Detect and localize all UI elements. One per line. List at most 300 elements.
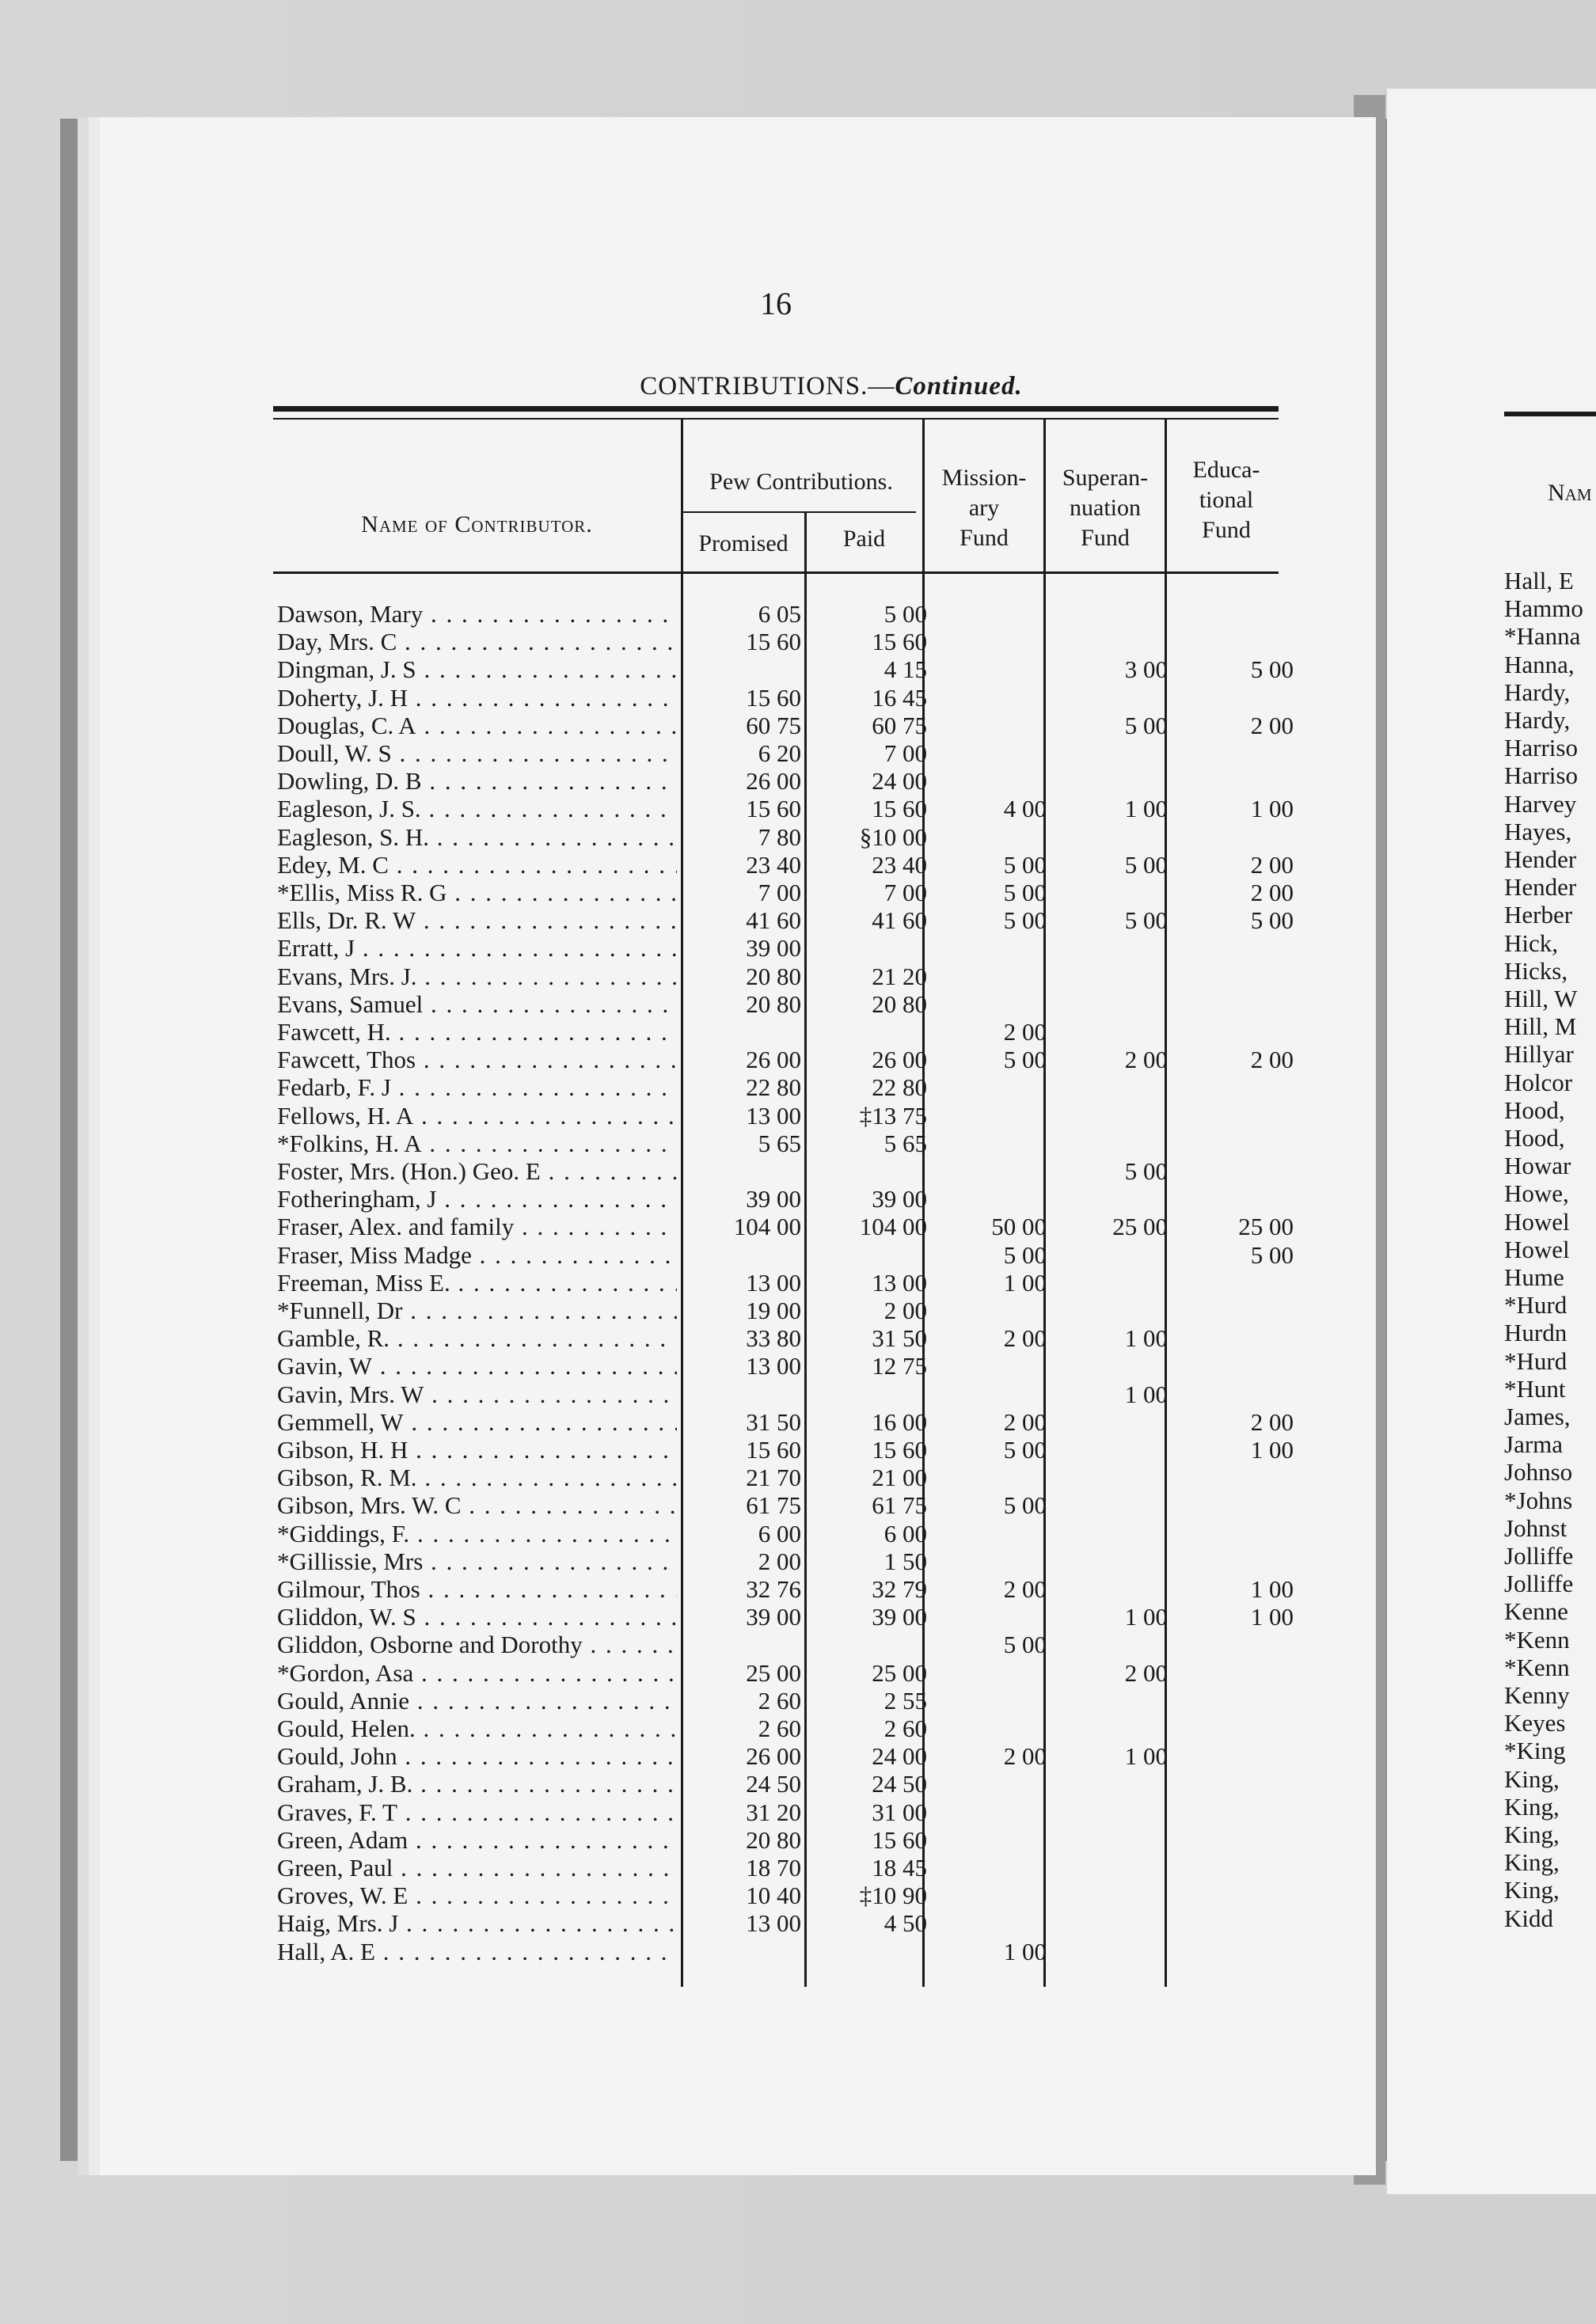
contributor-name: Evans, Mrs. J. . . . <box>277 963 677 991</box>
header-educational-fund <box>1167 455 1286 545</box>
promised-amount: 5 65 <box>758 1129 801 1157</box>
paid-amount: 2 55 <box>884 1686 927 1715</box>
header-educational-line3: Fund <box>1202 517 1251 543</box>
table-row <box>0 1408 1378 1437</box>
contributor-name: Doherty, J. H . . . <box>277 684 677 712</box>
contributor-name: Gibson, Mrs. W. C . . . <box>277 1491 677 1520</box>
educational-amount: 1 00 <box>1250 795 1294 823</box>
facing-page-name: Jolliffe <box>1504 1570 1574 1598</box>
promised-amount: 39 00 <box>746 1603 801 1631</box>
facing-page-name: Hender <box>1504 845 1577 873</box>
contributor-name: Haig, Mrs. J . . . <box>277 1909 677 1938</box>
contributor-name: Graham, J. B. . . . <box>277 1770 677 1798</box>
educational-amount: 2 00 <box>1250 879 1294 906</box>
contributor-name: Gliddon, Osborne and Dorothy . . . <box>277 1631 677 1659</box>
contributor-name: Fellows, H. A . . . <box>277 1102 677 1130</box>
facing-page-name: Hicks, <box>1504 956 1568 985</box>
table-row <box>0 1297 1378 1325</box>
table-row <box>0 1241 1378 1270</box>
promised-amount: 60 75 <box>746 711 801 739</box>
header-educational-line1: Educa- <box>1192 457 1260 483</box>
paid-amount: 24 00 <box>872 1742 927 1771</box>
facing-page-name: Harvey <box>1504 789 1577 818</box>
contributor-name: Douglas, C. A . . . <box>277 712 677 740</box>
paid-amount: 2 00 <box>884 1297 927 1324</box>
paid-amount: 16 00 <box>872 1407 927 1436</box>
facing-page-name: James, <box>1504 1403 1571 1430</box>
paid-amount: 4 50 <box>884 1909 927 1938</box>
table-row <box>0 1269 1378 1297</box>
table-row <box>0 1352 1378 1380</box>
missionary-amount: 2 00 <box>1003 1324 1047 1353</box>
pew-group-rule <box>682 511 916 513</box>
table-row <box>0 1854 1378 1882</box>
facing-page-name: Hender <box>1504 873 1577 902</box>
paid-amount: ‡13 75 <box>859 1101 927 1130</box>
facing-page-name: King, <box>1504 1792 1560 1821</box>
missionary-amount: 5 00 <box>1003 1046 1047 1074</box>
facing-page-name: Hayes, <box>1504 817 1572 845</box>
promised-amount: 6 00 <box>758 1519 801 1547</box>
paid-amount: 18 45 <box>872 1854 927 1882</box>
promised-amount: 20 80 <box>746 1825 801 1854</box>
paid-amount: 39 00 <box>872 1185 927 1213</box>
contributor-name: Gavin, W . . . <box>277 1352 677 1380</box>
table-row <box>0 1491 1378 1520</box>
educational-amount: 2 00 <box>1250 1407 1294 1436</box>
facing-page-name: Kidd <box>1504 1904 1553 1932</box>
top-thick-rule <box>273 406 1279 412</box>
promised-amount: 13 00 <box>746 1909 801 1938</box>
promised-amount: 23 40 <box>746 850 801 879</box>
header-pew-contributions: Pew Contributions. <box>709 469 893 495</box>
paid-amount: 15 60 <box>872 1436 927 1464</box>
table-row <box>0 1073 1378 1102</box>
table-row <box>0 1770 1378 1798</box>
facing-page-name: Hood, <box>1504 1124 1565 1152</box>
table-row <box>0 795 1378 823</box>
educational-amount: 1 00 <box>1250 1575 1294 1603</box>
promised-amount: 15 60 <box>746 628 801 656</box>
promised-amount: 26 00 <box>746 767 801 796</box>
superannuation-amount: 1 00 <box>1124 1603 1168 1631</box>
facing-page-name: King, <box>1504 1876 1560 1904</box>
contributor-name: Gould, Annie . . . <box>277 1687 677 1715</box>
table-row <box>0 1659 1378 1688</box>
table-row <box>0 1631 1378 1659</box>
paid-amount: 4 15 <box>884 655 927 684</box>
table-row <box>0 1603 1378 1631</box>
paid-amount: 2 60 <box>884 1715 927 1742</box>
table-row <box>0 990 1378 1019</box>
table-row <box>0 851 1378 879</box>
table-row <box>0 684 1378 712</box>
superannuation-amount: 5 00 <box>1124 906 1168 935</box>
table-row <box>0 1575 1378 1604</box>
educational-amount: 2 00 <box>1250 850 1294 879</box>
header-paid: Paid <box>842 526 886 552</box>
promised-amount: 19 00 <box>746 1297 801 1324</box>
table-row <box>0 655 1378 684</box>
facing-page-name: Howel <box>1504 1207 1570 1236</box>
table-row <box>0 1742 1378 1771</box>
paid-amount: 26 00 <box>872 1046 927 1074</box>
header-superannuation-line3: Fund <box>1081 525 1130 551</box>
contributor-name: *Giddings, F. . . . <box>277 1520 677 1548</box>
paid-amount: 60 75 <box>872 711 927 739</box>
promised-amount: 104 00 <box>733 1213 801 1241</box>
promised-amount: 22 80 <box>746 1073 801 1102</box>
contributor-name: Gavin, Mrs. W . . . <box>277 1380 677 1409</box>
header-missionary-fund <box>925 463 1043 553</box>
table-row <box>0 767 1378 796</box>
title-main: CONTRIBUTIONS.— <box>640 372 895 401</box>
promised-amount: 2 00 <box>758 1547 801 1575</box>
promised-amount: 31 50 <box>746 1407 801 1436</box>
educational-amount: 1 00 <box>1250 1436 1294 1464</box>
header-educational-line2: tional <box>1199 487 1254 513</box>
contributor-name: Hall, A. E . . . <box>277 1938 677 1966</box>
promised-amount: 13 00 <box>746 1352 801 1380</box>
promised-amount: 6 20 <box>758 739 801 767</box>
facing-page-name: Jarma <box>1504 1430 1564 1459</box>
facing-page-name: *Johns <box>1504 1486 1573 1514</box>
table-row <box>0 906 1378 935</box>
paid-amount: 104 00 <box>859 1213 927 1241</box>
table-row <box>0 1130 1378 1158</box>
missionary-amount: 5 00 <box>1003 1436 1047 1464</box>
contributor-name: Fraser, Alex. and family . . . <box>277 1213 677 1241</box>
paid-amount: 23 40 <box>872 850 927 879</box>
superannuation-amount: 1 00 <box>1124 1380 1168 1408</box>
promised-amount: 21 70 <box>746 1464 801 1492</box>
contributor-name: Fawcett, H. . . . <box>277 1018 677 1046</box>
contributor-name: Fraser, Miss Madge . . . <box>277 1241 677 1270</box>
table-row <box>0 1185 1378 1213</box>
table-row <box>0 712 1378 740</box>
facing-page-name: Jolliffe <box>1504 1542 1574 1570</box>
promised-amount: 6 05 <box>758 600 801 628</box>
facing-page-name: Harriso <box>1504 761 1578 790</box>
contributor-name: Dowling, D. B . . . <box>277 767 677 796</box>
missionary-amount: 5 00 <box>1003 906 1047 935</box>
educational-amount: 5 00 <box>1250 906 1294 935</box>
promised-amount: 13 00 <box>746 1101 801 1130</box>
paid-amount: 25 00 <box>872 1658 927 1687</box>
educational-amount: 1 00 <box>1250 1603 1294 1631</box>
header-superannuation-line2: nuation <box>1070 495 1141 521</box>
paid-amount: 15 60 <box>872 795 927 823</box>
missionary-amount: 5 00 <box>1003 1631 1047 1659</box>
header-missionary-line1: Mission- <box>941 465 1027 491</box>
table-row <box>0 934 1378 963</box>
contributor-name: Groves, W. E . . . <box>277 1882 677 1910</box>
missionary-amount: 5 00 <box>1003 1491 1047 1520</box>
paid-amount: 32 79 <box>872 1575 927 1603</box>
table-row <box>0 1882 1378 1910</box>
facing-page-name: Herber <box>1504 901 1573 929</box>
table-row <box>0 600 1378 628</box>
promised-amount: 18 70 <box>746 1854 801 1882</box>
superannuation-amount: 25 00 <box>1112 1213 1168 1241</box>
table-row <box>0 1018 1378 1046</box>
header-name-of-contributor: Name of Contributor. <box>361 511 593 537</box>
facing-page-name: Hill, M <box>1504 1012 1577 1041</box>
facing-page-name: Harriso <box>1504 734 1578 762</box>
facing-page-name: King, <box>1504 1848 1560 1877</box>
contributor-name: Green, Paul . . . <box>277 1854 677 1882</box>
facing-page-name: Hillyar <box>1504 1040 1574 1069</box>
contributor-name: Gibson, H. H . . . <box>277 1436 677 1464</box>
contributor-name: Fedarb, F. J . . . <box>277 1073 677 1102</box>
contributor-name: Erratt, J . . . <box>277 934 677 963</box>
promised-amount: 15 60 <box>746 1436 801 1464</box>
facing-page-name: Hume <box>1504 1263 1564 1291</box>
superannuation-amount: 5 00 <box>1124 850 1168 879</box>
promised-amount: 20 80 <box>746 989 801 1018</box>
facing-page-name: Hurdn <box>1504 1319 1568 1347</box>
table-row <box>0 1909 1378 1938</box>
title-continued: Continued. <box>895 372 1023 401</box>
contributor-name: *Ellis, Miss R. G . . . <box>277 879 677 907</box>
facing-page-name: Hardy, <box>1504 678 1571 706</box>
contributor-name: *Folkins, H. A . . . <box>277 1130 677 1158</box>
facing-page-name: Kenny <box>1504 1681 1570 1709</box>
contributor-name: Gibson, R. M. . . . <box>277 1464 677 1492</box>
superannuation-amount: 3 00 <box>1124 655 1168 684</box>
paid-amount: 31 00 <box>872 1798 927 1826</box>
promised-amount: 26 00 <box>746 1742 801 1771</box>
missionary-amount: 4 00 <box>1003 795 1047 823</box>
contributor-name: *Funnell, Dr . . . <box>277 1297 677 1325</box>
table-row <box>0 1715 1378 1743</box>
missionary-amount: 1 00 <box>1003 1937 1047 1965</box>
paid-amount: ‡10 90 <box>859 1882 927 1910</box>
facing-page-name: Howel <box>1504 1235 1570 1263</box>
facing-page-name: Keyes <box>1504 1709 1566 1737</box>
paid-amount: 7 00 <box>884 879 927 906</box>
paid-amount: 41 60 <box>872 906 927 935</box>
contributor-name: Graves, F. T . . . <box>277 1798 677 1827</box>
facing-page-name: Hammo <box>1504 594 1583 623</box>
facing-page-rule <box>1504 412 1596 416</box>
promised-amount: 20 80 <box>746 962 801 990</box>
table-row <box>0 1798 1378 1827</box>
table-row <box>0 1464 1378 1492</box>
facing-page-name: *King <box>1504 1737 1566 1765</box>
promised-amount: 7 80 <box>758 822 801 851</box>
educational-amount: 5 00 <box>1250 655 1294 684</box>
facing-page-name: *Kenn <box>1504 1625 1570 1654</box>
promised-amount: 31 20 <box>746 1798 801 1826</box>
promised-amount: 2 60 <box>758 1715 801 1742</box>
contributor-name: Day, Mrs. C . . . <box>277 628 677 656</box>
header-bottom-rule <box>273 572 1279 574</box>
promised-amount: 15 60 <box>746 683 801 712</box>
promised-amount: 39 00 <box>746 934 801 963</box>
table-row <box>0 1380 1378 1409</box>
paid-amount: 21 00 <box>872 1464 927 1492</box>
header-superannuation-line1: Superan- <box>1062 465 1149 491</box>
facing-page-name: King, <box>1504 1821 1560 1848</box>
top-thin-rule <box>273 418 1279 420</box>
paid-amount: 39 00 <box>872 1603 927 1631</box>
contributor-name: Green, Adam . . . <box>277 1826 677 1855</box>
facing-page-name: *Hurd <box>1504 1291 1568 1320</box>
facing-page-name: Kenne <box>1504 1597 1568 1626</box>
promised-amount: 41 60 <box>746 906 801 935</box>
promised-amount: 13 00 <box>746 1268 801 1297</box>
promised-amount: 32 76 <box>746 1575 801 1603</box>
paid-amount: 24 00 <box>872 767 927 796</box>
contributor-name: Freeman, Miss E. . . . <box>277 1269 677 1297</box>
facing-page-name: Hill, W <box>1504 985 1578 1012</box>
promised-amount: 10 40 <box>746 1882 801 1910</box>
superannuation-amount: 2 00 <box>1124 1046 1168 1074</box>
facing-page-name: Hanna, <box>1504 650 1575 678</box>
missionary-amount: 5 00 <box>1003 850 1047 879</box>
superannuation-amount: 5 00 <box>1124 711 1168 739</box>
paid-amount: 7 00 <box>884 739 927 767</box>
paid-amount: 20 80 <box>872 989 927 1018</box>
contributor-name: Gemmell, W . . . <box>277 1408 677 1437</box>
facing-page-header: Nam <box>1548 480 1592 506</box>
paid-amount: 15 60 <box>872 1825 927 1854</box>
facing-page-name: *Kenn <box>1504 1653 1570 1681</box>
header-superannuation-fund <box>1046 463 1165 553</box>
missionary-amount: 2 00 <box>1003 1407 1047 1436</box>
contributor-name: Eagleson, J. S. . . . <box>277 795 677 823</box>
contributor-name: Ells, Dr. R. W . . . <box>277 906 677 935</box>
table-row <box>0 1157 1378 1186</box>
contributor-name: Gamble, R. . . . <box>277 1324 677 1353</box>
educational-amount: 25 00 <box>1238 1213 1294 1241</box>
header-missionary-line2: ary <box>968 495 1000 521</box>
table-row <box>0 1547 1378 1576</box>
promised-amount: 15 60 <box>746 795 801 823</box>
table-row <box>0 879 1378 907</box>
facing-page-name: Howe, <box>1504 1179 1569 1208</box>
superannuation-amount: 5 00 <box>1124 1157 1168 1185</box>
promised-amount: 61 75 <box>746 1491 801 1520</box>
educational-amount: 2 00 <box>1250 1046 1294 1074</box>
superannuation-amount: 2 00 <box>1124 1658 1168 1687</box>
facing-page-name: *Hurd <box>1504 1346 1568 1375</box>
table-row <box>0 1826 1378 1855</box>
paid-amount: 6 00 <box>884 1519 927 1547</box>
paid-amount: 13 00 <box>872 1268 927 1297</box>
paid-amount: 21 20 <box>872 962 927 990</box>
paid-amount: §10 00 <box>859 822 927 851</box>
promised-amount: 7 00 <box>758 879 801 906</box>
facing-page-name: Hood, <box>1504 1096 1565 1124</box>
promised-amount: 25 00 <box>746 1658 801 1687</box>
superannuation-amount: 1 00 <box>1124 1742 1168 1771</box>
contributor-name: Gliddon, W. S . . . <box>277 1603 677 1631</box>
table-row <box>0 628 1378 656</box>
superannuation-amount: 1 00 <box>1124 795 1168 823</box>
facing-page-name: *Hanna <box>1504 622 1581 651</box>
paid-amount: 5 65 <box>884 1129 927 1157</box>
paid-amount: 22 80 <box>872 1073 927 1102</box>
facing-page-name: Holcor <box>1504 1068 1573 1096</box>
table-row <box>0 1520 1378 1548</box>
paid-amount: 16 45 <box>872 683 927 712</box>
header-missionary-line3: Fund <box>960 525 1009 551</box>
paid-amount: 15 60 <box>872 628 927 656</box>
facing-page-name: Hardy, <box>1504 706 1571 734</box>
missionary-amount: 1 00 <box>1003 1268 1047 1297</box>
table-row <box>0 1213 1378 1241</box>
contributor-name: Edey, M. C . . . <box>277 851 677 879</box>
missionary-amount: 2 00 <box>1003 1575 1047 1603</box>
missionary-amount: 2 00 <box>1003 1742 1047 1771</box>
contributor-name: Gould, Helen. . . . <box>277 1715 677 1743</box>
table-row <box>0 963 1378 991</box>
header-promised: Promised <box>698 530 788 556</box>
table-row <box>0 1687 1378 1715</box>
page-number: 16 <box>760 286 792 321</box>
contributor-name: Gilmour, Thos . . . <box>277 1575 677 1604</box>
paid-amount: 12 75 <box>872 1352 927 1380</box>
contributor-name: Dingman, J. S . . . <box>277 655 677 684</box>
promised-amount: 39 00 <box>746 1185 801 1213</box>
facing-page-name: Johnso <box>1504 1458 1573 1487</box>
table-row <box>0 1102 1378 1130</box>
promised-amount: 2 60 <box>758 1686 801 1715</box>
contributor-name: Doull, W. S . . . <box>277 739 677 768</box>
promised-amount: 24 50 <box>746 1770 801 1798</box>
missionary-amount: 50 00 <box>991 1213 1047 1241</box>
table-row <box>0 1046 1378 1074</box>
contributor-name: Gould, John . . . <box>277 1742 677 1771</box>
contributor-name: Eagleson, S. H. . . . <box>277 823 677 852</box>
contributor-name: Foster, Mrs. (Hon.) Geo. E . . . <box>277 1157 677 1186</box>
contributor-name: Fotheringham, J . . . <box>277 1185 677 1213</box>
paid-amount: 61 75 <box>872 1491 927 1520</box>
educational-amount: 5 00 <box>1250 1240 1294 1269</box>
missionary-amount: 5 00 <box>1003 879 1047 906</box>
running-title <box>396 372 1267 401</box>
facing-page-name: Johnst <box>1504 1513 1568 1542</box>
facing-page-name: *Hunt <box>1504 1374 1566 1403</box>
paid-amount: 24 50 <box>872 1770 927 1798</box>
table-row <box>0 823 1378 852</box>
contributor-name: Evans, Samuel . . . <box>277 990 677 1019</box>
paid-amount: 5 00 <box>884 600 927 628</box>
facing-page-name: King, <box>1504 1764 1560 1793</box>
promised-amount: 26 00 <box>746 1046 801 1074</box>
table-row <box>0 739 1378 768</box>
table-row <box>0 1436 1378 1464</box>
missionary-amount: 5 00 <box>1003 1240 1047 1269</box>
educational-amount: 2 00 <box>1250 711 1294 739</box>
facing-page-name: Hick, <box>1504 928 1559 957</box>
promised-amount: 33 80 <box>746 1324 801 1353</box>
paid-amount: 1 50 <box>884 1547 927 1575</box>
table-row <box>0 1938 1378 1966</box>
facing-page-name: Howar <box>1504 1152 1571 1180</box>
contributor-name: *Gordon, Asa . . . <box>277 1659 677 1688</box>
superannuation-amount: 1 00 <box>1124 1324 1168 1353</box>
missionary-amount: 2 00 <box>1003 1018 1047 1046</box>
paid-amount: 31 50 <box>872 1324 927 1353</box>
contributor-name: *Gillissie, Mrs . . . <box>277 1547 677 1576</box>
table-row <box>0 1324 1378 1353</box>
contributor-name: Fawcett, Thos . . . <box>277 1046 677 1074</box>
contributor-name: Dawson, Mary . . . <box>277 600 677 628</box>
facing-page-name: Hall, E <box>1504 567 1574 594</box>
